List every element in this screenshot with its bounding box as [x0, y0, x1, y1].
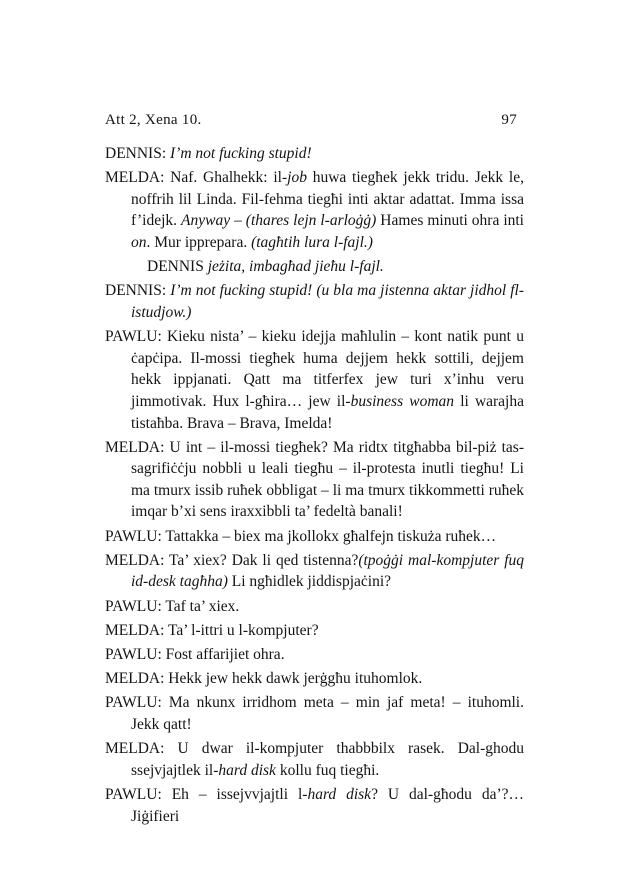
- page-header: [105, 112, 517, 129]
- text-segment: DENNIS:: [105, 145, 171, 162]
- stage-direction: [105, 256, 524, 278]
- text-segment: PAWLU: Fost affarijiet ohra.: [105, 646, 285, 663]
- text-segment: PAWLU: Eh – issejvvjajtli l-: [105, 785, 308, 803]
- text-segment: MELDA: Ta’ xiex? Dak li qed tistenna?: [105, 551, 359, 569]
- text-segment: MELDA: U dwar il-kompjuter thabbbilx rasek. Dal-ghodu ssejvjajtlek il-: [105, 740, 524, 779]
- italic-text-segment: Anyway – (thares lejn l-arloġġ): [181, 212, 377, 230]
- italic-text-segment: job: [287, 169, 307, 187]
- text-segment: ? U dal-għodu da’?… Jiġifieri: [131, 785, 524, 825]
- speech-paragraph: [105, 596, 524, 618]
- text-segment: PAWLU: Kieku nista’ – kieku idejja maħlulin – kont natik punt u ċapċipa. Il-mossi tiegħek huma dejjem hekk sottili, dejjem hekk ippjanati. Qatt ma titferfex jew turi x’inhu veru jimmotivak. Hux l-għira… jew il-: [105, 328, 524, 410]
- italic-text-segment: (tagħtih lura l-fajl.): [251, 233, 373, 251]
- text-segment: li warajha tistaħba. Brava – Brava, Imelda!: [131, 392, 524, 432]
- italic-text-segment: jeżita, imbagħad jieħu l-fajl.: [207, 258, 384, 276]
- speech-paragraph: [105, 644, 524, 666]
- text-segment: Hames minuti ohra inti: [376, 212, 524, 230]
- text-segment: Li ngħidlek jiddispjaċini?: [227, 573, 392, 591]
- italic-text-segment: I’m not fucking stupid!: [170, 145, 312, 162]
- speech-paragraph: [105, 437, 524, 523]
- text-segment: PAWLU: Tattakka – biex ma jkollokx għalfejn tiskuża ruħek…: [105, 527, 497, 545]
- italic-text-segment: hard disk: [307, 785, 372, 803]
- speech-paragraph: [105, 326, 524, 434]
- text-segment: MELDA: Naf. Ghalhekk: il-: [105, 169, 288, 187]
- speech-paragraph: [105, 167, 524, 253]
- speech-paragraph: [105, 784, 524, 827]
- text-segment: DENNIS: [147, 258, 208, 276]
- italic-text-segment: I’m not fucking stupid! (u bla ma jistenna aktar jidhol fl-istudjow.): [131, 282, 525, 321]
- speech-paragraph: [105, 550, 524, 593]
- italic-text-segment: on: [131, 233, 147, 251]
- speech-paragraph: [105, 738, 524, 781]
- speech-paragraph: [105, 526, 524, 548]
- text-segment: . Mur ipprepara.: [146, 233, 252, 251]
- dialogue-text: [105, 143, 524, 830]
- speech-paragraph: [105, 143, 524, 165]
- text-segment: PAWLU: Ma nkunx irridhom meta – min jaf meta! – ituhomli. Jekk qatt!: [105, 694, 524, 733]
- italic-text-segment: (tpoġġi mal-kompjuter fuq id-desk tagħha): [131, 551, 525, 591]
- text-segment: huwa tiegħek jekk tridu. Jekk le, noffrih lil Linda. Fil-fehma tiegħi inti aktar adattat. Imma issa f’idejk.: [131, 169, 524, 230]
- speech-paragraph: [105, 280, 524, 323]
- speech-paragraph: [105, 668, 524, 690]
- text-segment: MELDA: U int – il-mossi tiegħek? Ma ridtx titgħabba bil-piż tas-sagrifiċċju nobbli u leali tiegħu – il-protesta inutli tiegħu! Li ma tmurx issib ruħek obbligat – li ma tmurx tikkommetti ruħek imqar b’xi sens iraxxibbli ta’ fedeltà banali!: [105, 438, 524, 521]
- text-segment: kollu fuq tiegħi.: [275, 761, 380, 779]
- running-head: Att 2, Xena 10.: [105, 112, 202, 128]
- text-segment: MELDA: Ta’ l-ittri u l-kompjuter?: [105, 621, 319, 639]
- speech-paragraph: [105, 620, 524, 642]
- speech-paragraph: [105, 692, 524, 735]
- page-number: 97: [501, 112, 517, 128]
- text-segment: PAWLU: Taf ta’ xiex.: [105, 597, 240, 615]
- text-segment: MELDA: Hekk jew hekk dawk jerġgħu ituhomlok.: [105, 670, 423, 688]
- text-segment: DENNIS:: [105, 282, 171, 300]
- italic-text-segment: business woman: [350, 392, 455, 410]
- italic-text-segment: hard disk: [218, 761, 276, 779]
